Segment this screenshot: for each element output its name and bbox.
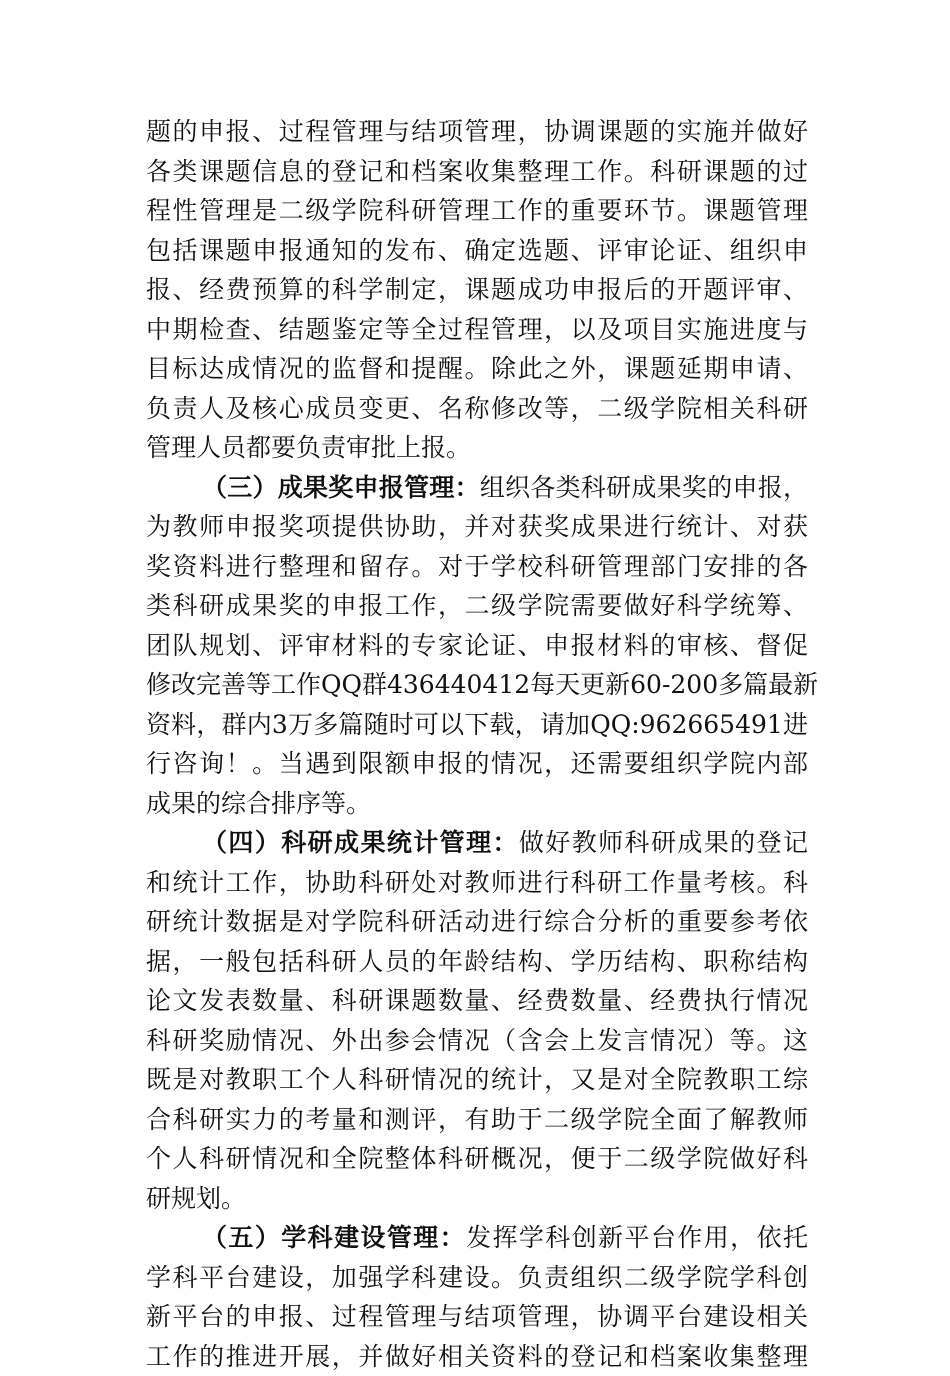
section-heading-3: （三）成果奖申报管理： [202, 473, 480, 502]
text-line: 奖资料进行整理和留存。对于学校科研管理部门安排的各 [146, 547, 808, 587]
text-line: 类科研成果奖的申报工作，二级学院需要做好科学统筹、 [146, 586, 808, 626]
text-line: 研规划。 [146, 1179, 808, 1219]
text-line: 包括课题申报通知的发布、确定选题、评审论证、组织申 [146, 231, 808, 271]
text-line: 题的申报、过程管理与结项管理，协调课题的实施并做好 [146, 112, 808, 152]
document-page [146, 112, 808, 1376]
text-line: 团队规划、评审材料的专家论证、申报材料的审核、督促 [146, 626, 808, 666]
paragraph-course-process [146, 112, 808, 468]
text-line: 各类课题信息的登记和档案收集整理工作。科研课题的过 [146, 152, 808, 192]
text-line: 修改完善等工作QQ群436440412每天更新60-200多篇最新 [146, 665, 808, 705]
section-heading-4: （四）科研成果统计管理： [202, 828, 519, 857]
text-line: 既是对教职工个人科研情况的统计，又是对全院教职工综 [146, 1060, 808, 1100]
text-line: 为教师申报奖项提供协助，并对获奖成果进行统计、对获 [146, 507, 808, 547]
text-line: 报、经费预算的科学制定，课题成功申报后的开题评审、 [146, 270, 808, 310]
heading-line [146, 468, 808, 508]
text-line: 科研奖励情况、外出参会情况（含会上发言情况）等。这 [146, 1021, 808, 1061]
section-heading-5: （五）学科建设管理： [202, 1223, 466, 1252]
text-line: 负责人及核心成员变更、名称修改等，二级学院相关科研 [146, 389, 808, 429]
text-line: 合科研实力的考量和测评，有助于二级学院全面了解教师 [146, 1100, 808, 1140]
text-line: 程性管理是二级学院科研管理工作的重要环节。课题管理 [146, 191, 808, 231]
text-run: 发挥学科创新平台作用，依托 [466, 1223, 808, 1252]
text-line: 学科平台建设，加强学科建设。负责组织二级学院学科创 [146, 1258, 808, 1298]
text-line: 工作的推进开展，并做好相关资料的登记和档案收集整理 [146, 1337, 808, 1376]
text-line: 个人科研情况和全院整体科研概况，便于二级学院做好科 [146, 1139, 808, 1179]
text-line: 新平台的申报、过程管理与结项管理，协调平台建设相关 [146, 1297, 808, 1337]
text-line: 成果的综合排序等。 [146, 784, 808, 824]
text-line: 中期检查、结题鉴定等全过程管理，以及项目实施进度与 [146, 310, 808, 350]
text-line: 和统计工作，协助科研处对教师进行科研工作量考核。科 [146, 863, 808, 903]
paragraph-result-statistics [146, 823, 808, 1218]
text-line: 行咨询！。当遇到限额申报的情况，还需要组织学院内部 [146, 744, 808, 784]
heading-line [146, 1218, 808, 1258]
text-line: 目标达成情况的监督和提醒。除此之外，课题延期申请、 [146, 349, 808, 389]
text-line: 资料，群内3万多篇随时可以下载，请加QQ:962665491进 [146, 705, 808, 745]
heading-line [146, 823, 808, 863]
text-line: 据，一般包括科研人员的年龄结构、学历结构、职称结构 [146, 942, 808, 982]
text-run: 做好教师科研成果的登记 [519, 828, 808, 857]
text-run: 组织各类科研成果奖的申报， [480, 473, 808, 502]
text-line: 管理人员都要负责审批上报。 [146, 428, 808, 468]
paragraph-award-application [146, 468, 808, 824]
paragraph-discipline-construction [146, 1218, 808, 1376]
text-line: 研统计数据是对学院科研活动进行综合分析的重要参考依 [146, 902, 808, 942]
text-line: 论文发表数量、科研课题数量、经费数量、经费执行情况 [146, 981, 808, 1021]
